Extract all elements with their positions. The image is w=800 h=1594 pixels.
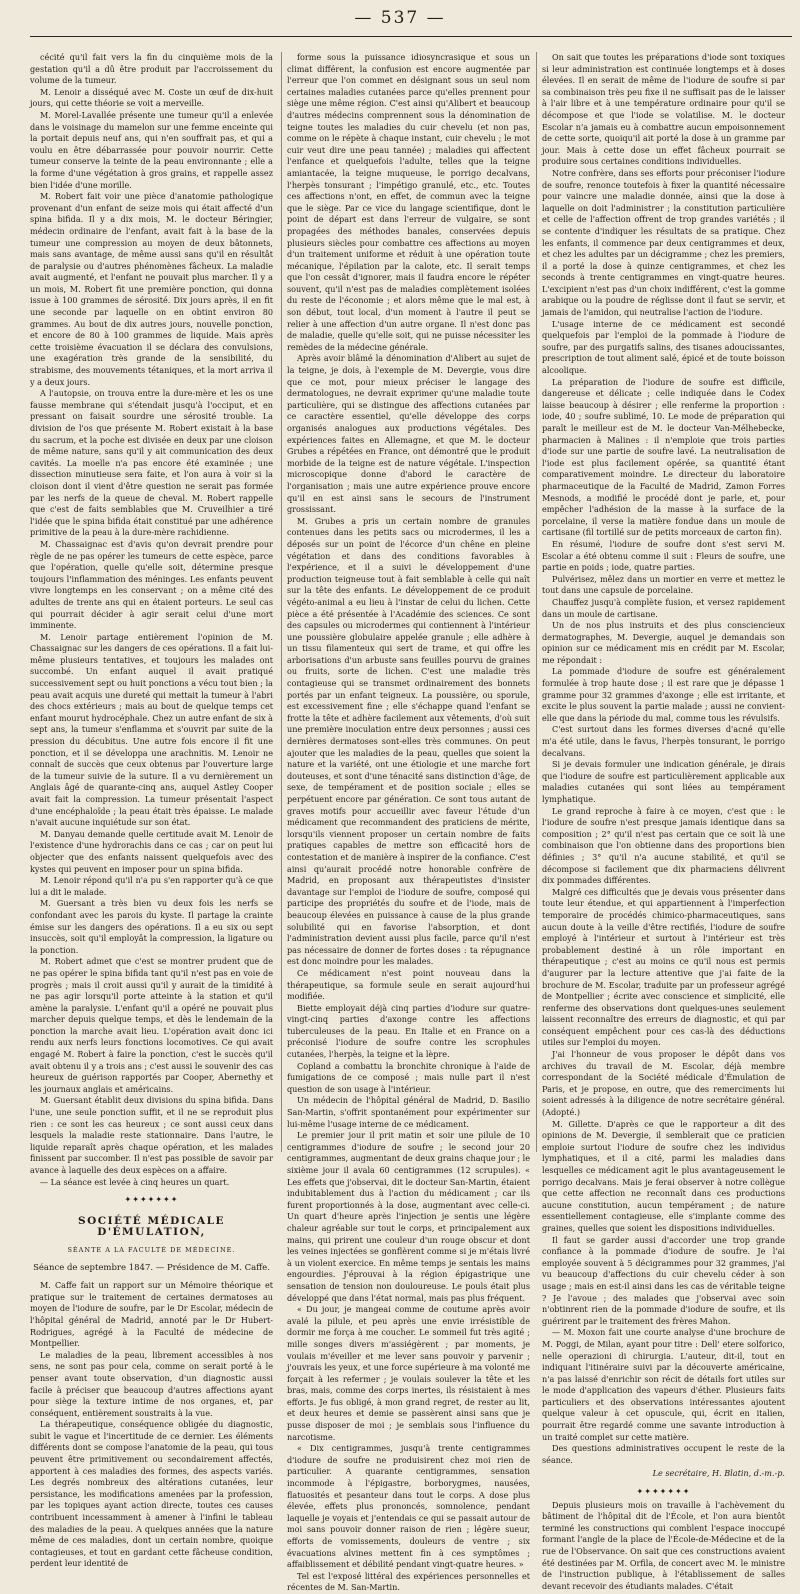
- paragraph: M. Grubes a pris un certain nombre de granules contenues dans les petits sacs ou microdermes, il les a déposés sur un point de l'écorce d'un chêne en pleine végétation et dans des conditions favorables à l'expérience, et il a suivi le développement d'une production teigneuse tout à fait semblable à celle qui naît sur la tête des enfants. Le développement de ce produit végéto-animal a eu lieu à l'instar de celui du lichen. Cette pièce a été présentée à l'Académie des sciences. Ce sont des capsules ou microdermes qui contiennent à l'intérieur une poussière globulaire appelée granule ; elle adhère à un tissu filamenteux qui sert de trame, et qui offre les arborisations d'un arbuste sans feuilles pourvu de graines ou fruits, sorte de lichen. C'est une maladie très contagieuse qui se transmet ordinairement des bonnets portés par un enfant teigneux. La poussière, ou sporule, est excessivement fine ; elle s'échappe quand l'enfant se frotte la tête et adhère facilement aux vêtements, d'où suit une première inoculation entre deux personnes ; aussi ces dernières dermatoses sont-elles très communes. On peut ajouter que les maladies de la peau, quelles que soient la nature et la variété, ont une étiologie et une marche fort douteuses, et sont d'une ténacité sans distinction d'âge, de sexe, de tempérament et de position sociale ; elles se perpétuent encore par génération. Ce sont tous autant de graves motifs pour accueillir avec faveur l'étude d'un médicament que recommandent des praticiens de mérite, lorsqu'ils viennent proposer un certain nombre de faits pratiques capables de mettre son efficacité hors de contestation et de manière à inspirer de la confiance. C'est ainsi qu'aurait procédé notre honorable confrère de Madrid, en proposant aux thérapeutistes d'insister davantage sur l'emploi de l'iodure de soufre, composé qui participe des propriétés du soufre et de l'iode, mais de beaucoup élevées en puissance à cause de la plus grande solubilité qui en favorise l'absorption, et dont l'administration devient aussi plus facile, parce qu'il n'est pas nécessaire de donner de fortes doses : ta répugnance est donc moindre pour les malades.: [287, 515, 530, 967]
- paragraph: M. Lenoir partage entièrement l'opinion de M. Chassaignac sur les dangers de ces opérations. Il a fait lui-même plusieurs tentatives, et toujours les malades ont succombé. Un enfant auquel il avait pratiqué successivement sept ou huit ponctions a vécu tout bien ; la peau avait acquis une dureté qui mettait la tumeur à l'abri des chocs extérieurs ; mais au bout de quelque temps cet enfant mourut hydrocéphale. Chez un autre enfant de six à sept ans, la tumeur s'enflamma et s'ouvrit par suite de la pression du décubitus. Une autre fois encore il fit une ponction, et il se développa une arachnitis. M. Lenoir ne connaît de succès que ceux obtenus par l'ouverture large de la tumeur suivie de la suture. Il a vu dernièrement un Anglais âgé de quarante-cinq ans, auquel Astley Cooper avait fait la compression. La tumeur présentait l'aspect d'une encéphaloïde ; la peau était très épaisse. Le malade n'avait aucune inquiétude sur son état.: [30, 631, 273, 828]
- paragraph: En résumé, l'iodure de soufre dont s'est servi M. Escolar a été obtenu comme il suit : Fleurs de soufre, une partie en poids ; iode, quatre parties.: [542, 538, 785, 573]
- section-subtitle: SÉANTE A LA FACULTÉ DE MÉDECINE.: [67, 1245, 236, 1254]
- column-3-paragraphs: [542, 52, 785, 1466]
- paragraph: « Du jour, je mangeai comme de coutume après avoir avalé la pilule, et peu après une envie irrésistible de dormir me força à me coucher. Le sommeil fut très agité ; mille songes divers m'assiégèrent ; par moments, je voulais m'éveiller et me lever sans pouvoir y parvenir ; j'ouvrais les yeux, et une force supérieure à ma volonté me forçait à les refermer ; je voulais soulever la tête et les bras, mais, comme des corps inertes, ils résistaient à mes efforts. Je fus obligé, à mon grand regret, de rester au lit, et deux heures et demie se passèrent ainsi sans que je pusse disposer de moi ; je semblais sous l'influence du narcotisme.: [287, 1304, 530, 1442]
- paragraph: Copland a combattu la bronchite chronique à l'aide de fumigations de ce composé ; mais nulle part il n'est question de son usage à l'intérieur.: [287, 1060, 530, 1094]
- paragraph: Ce médicament n'est point nouveau dans la thérapeutique, sa formule seule en serait aujourd'hui modifiée.: [287, 967, 530, 1002]
- paragraph: M. Morel-Lavallée présente une tumeur qu'il a enlevée dans le voisinage du mamelon sur une femme enceinte qui la portait depuis neuf ans, qui n'en souffrait pas, et qui a voulu en être débarrassée pour pouvoir nourrir. Cette tumeur conserve la teinte de la peau environnante ; elle a la forme d'une végétation à gros grains, et rappelle assez bien l'idée d'une morille.: [30, 109, 273, 190]
- column-3: [542, 52, 785, 1591]
- paragraph: Malgré ces difficultés que je devais vous présenter dans toute leur étendue, et qui appartiennent à l'imperfection temporaire de procédés chimico-pharmaceutiques, sans aucun doute à la veille d'être rectifiés, l'iodure de soufre employé à l'intérieur et surtout à l'intérieur est très probablement destiné à un rôle important en thérapeutique ; c'est au moins ce qu'il nous est permis d'augurer par la lecture attentive que j'ai faite de la brochure de M. Escolar, traduite par un professeur agrégé de Montpellier ; écrite avec conscience et simplicité, elle renferme des observations dont quelques-unes seulement laissent reconnaître des erreurs de diagnostic, et qui par conséquent empêchent pour ces cas-là des déductions utiles sur l'emploi du moyen.: [542, 886, 785, 1048]
- column-2: [287, 52, 531, 1593]
- paragraph: Un de nos plus instruits et des plus consciencieux dermatographes, M. Devergie, auquel je demandais son opinion sur ce médicament mis en crédit par M. Escolar, me répondait :: [542, 620, 785, 665]
- paragraph: M. Robert fait voir une pièce d'anatomie pathologique provenant d'un enfant de seize mois qui était affecté d'un spina bifida. Il y a dix mois, M. le docteur Béringier, médecin ordinaire de l'enfant, avait fait à la base de la tumeur une compression au moyen de deux bâtonnets, mais sans avantage, de même aussi sans qu'il en résultât de paralysie ou d'autres phénomènes fâcheux. La maladie avait augmenté, et l'enfant ne pouvait plus marcher. Il y a un mois, M. Robert fit une première ponction, qui donna issue à 100 grammes de sérosité. Dix jours après, il en fit une seconde par laquelle on en obtint environ 80 grammes. Au bout de dix autres jours, nouvelle ponction, et encore de 80 à 100 grammes de liquide. Mais après cette troisième évacuation il se déclara des convulsions, une exagération très grande de la sensibilité, du strabisme, des mouvements tétaniques, et la mort arriva il y a deux jours.: [30, 191, 273, 387]
- paragraph: C'est surtout dans les formes diverses d'acné qu'elle m'a été utile, dans le favus, l'herpès tonsurant, le porrigo decalvans.: [542, 724, 785, 758]
- paragraph: Tel est l'exposé littéral des expériences personnelles et récentes de M. San-Martin.: [287, 1570, 530, 1593]
- paragraph: Des questions administratives occupent le reste de la séance.: [542, 1443, 785, 1465]
- closing-paragraph: Depuis plusieurs mois on travaille à l'achèvement du bâtiment de l'hôpital dit de l'École, et l'on aura bientôt terminé les constructions qui comblent l'espace inoccupé formant l'angle de la place de l'École-de-Médecine et de la rue de l'Observance. On sait que ces constructions avaient été destinées par M. Orfila, de concert avec M. le ministre de l'instruction publique, à l'établissement de salles devant recevoir des étudiants malades. C'était: [542, 1499, 785, 1591]
- paragraph: forme sous la puissance idiosyncrasique et sous un climat différent, la confusion est encore augmentée par l'erreur que l'on commet en désignant sous un seul nom certaines maladies cutanées parce qu'elles prennent pour siège une même région. C'est ainsi qu'Alibert et beaucoup d'autres médecins comprennent sous la dénomination de teigne toutes les maladies du cuir chevelu (et non pas, comme on le répète à chaque instant, cuir chevelu ; le mot cuir veut dire une peau tannée) ; maladies qui affectent l'enfance et quelquefois l'adulte, telles que la teigne amiantacée, la teigne muqueuse, le porrigo decalvans, l'herpès tonsurant ; l'impétigo granulé, etc., etc. Toutes ces affections n'ont, en effet, de commun avec la teigne que le siège. Par ce vice du langage scientifique, dont le point de départ est dans l'erreur de vulgaire, se sont propagées des méthodes banales, conservées depuis plusieurs siècles pour combattre ces affections au moyen d'un traitement uniforme et réduit à une opération toute mécanique, l'épilation par la calote, etc. Il serait temps que l'on cessât d'ignorer, mais il faudra encore le répéter souvent, qu'il n'est pas de maladies complètement isolées du reste de l'économie ; et alors même que le mal est, à son début, tout local, d'un moment à l'autre il peut se relier à une affection d'un autre organe. Il n'est donc pas de maladie, quelle qu'elle soit, qui ne puisse nécessiter les remèdes de la médecine générale.: [287, 52, 530, 352]
- paragraph: Le maladies de la peau, librement accessibles à nos sens, ne sont pas pour cela, comme on serait porté à le penser avant toute observation, d'un diagnostic aussi facile à préciser que beaucoup d'autres affections ayant pour siège la texture intime de nos organes, et, par conséquent, entièrement soustraits à la vue.: [30, 1349, 273, 1418]
- paragraph: « Dix centigrammes, jusqu'à trente centigrammes d'iodure de soufre ne produisirent chez moi rien de particulier. A quarante centigrammes, sensation incommode à l'épigastre, borborygmes, nausées, flatuosités et pesanteur dans tout le corps. A dose plus élevée, effets plus prononcés, somnolence, pendant laquelle je voyais et j'entendais ce qui se passait autour de moi sans pouvoir donner raison de rien ; légère sueur, efforts de vomissements, douleurs de ventre ; six évacuations alvines mettent fin à ces symptômes ; affaiblissement et débilité pendant vingt-quatre heures. »: [287, 1443, 530, 1570]
- paragraph: Un médecin de l'hôpital général de Madrid, D. Basilio San-Martin, s'offrit spontanément pour expérimenter sur lui-même l'usage interne de ce médicament.: [287, 1095, 530, 1129]
- column-divider: [281, 52, 282, 1152]
- paragraph: La thérapeutique, conséquence obligée du diagnostic, subit le vague et l'incertitude de ce dernier. Les éléments différents dont se compose l'anatomie de la peau, qui tous peuvent être primitivement ou secondairement affectés, apportent à ces maladies des formes, des aspects variés. Les degrés nombreux des altérations cutanées, leur persistance, les modifications amenées par la profession, par les topiques ayant action directe, toutes ces causes contribuent incessamment à amener à l'infini le tableau des maladies de la peau. A quelques années que la nature même de ces maladies, dont un certain nombre, quoique contagieuses, et tout en gardant cette fâcheuse condition, perdent leur identité de: [30, 1419, 273, 1569]
- paragraph: Le grand reproche à faire à ce moyen, c'est que : le l'iodure de soufre n'est presque jamais identique dans sa composition ; 2° qu'il n'est pas certain que ce soit là une combinaison que l'on obtienne dans des proportions bien définies ; 3° qu'il n'a aucune stabilité, et qu'il se décompose si facilement que dix pharmaciens délivrent dix pommades différentes.: [542, 805, 785, 886]
- ornament-divider-2: ✦✦✦✦✦✦✦: [636, 1487, 691, 1497]
- secretary-signature: Le secrétaire, H. Blatin, d.-m.-p.: [652, 1468, 785, 1479]
- paragraph: J'ai l'honneur de vous proposer le dépôt dans vos archives du travail de M. Escolar, déjà membre correspondant de la Société médicale d'Émulation de Paris, et je propose, en outre, que des remerciments lui soient adressés à la diligence de notre secrétaire général. (Adopté.): [542, 1049, 785, 1118]
- paragraph: Après avoir blâmé la dénomination d'Alibert au sujet de la teigne, je dois, à l'exemple de M. Devergie, vous dire que ce mot, pour mieux préciser le langage des dermatologues, ne devrait exprimer qu'une maladie toute particulière, qui se distingue des affections cutanées par ce caractère essentiel, qu'elle développe des corps organisés analogues aux productions végétales. Des expériences faites en Allemagne, et que M. le docteur Grubes a répétées en France, ont démontré que le produit morbide de la teigne est de nature végétale. L'inspection microscopique donne d'abord le caractère de l'organisation ; mais une autre expérience prouve encore qu'il en est ainsi sans le secours de l'instrument grossissant.: [287, 353, 530, 515]
- paragraph: M. Gillette. D'après ce que le rapporteur a dit des opinions de M. Devergie, il semblerait que ce praticien emploie surtout l'iodure de soufre chez les individus lymphatiques, et il a cité, parmi les maladies dans lesquelles ce médicament agit le plus avantageusement le porrigo decalvans. Mais je ferai observer à notre collègue que cette affection ne reconnaît dans ces productions aucune constitution, aucun tempérament ; de nature essentiellement contagieuse, elle s'implante comme des graines, quelles que soient les dispositions individuelles.: [542, 1118, 785, 1233]
- paragraph: Il faut se garder aussi d'accorder une trop grande confiance à la pommade d'iodure de soufre. Je l'ai employée souvent à 5 décigrammes pour 32 grammes, j'ai vu beaucoup d'affections du cuir chevelu céder à son usage ; mais en est-il ainsi dans les cas de véritable teigne ? Je l'avoue ; des malades que j'observai avec soin n'obtinrent rien de la pommade d'iodure de soufre, et ils guérirent par le traitement des frères Mahon.: [542, 1234, 785, 1326]
- paragraph: Le premier jour il prit matin et soir une pilule de 10 centigrammes d'iodure de soufre ; le second jour 20 centigrammes, augmentant de deux grains chaque jour ; le sixième jour il avala 60 centigrammes (12 scrupules). « Les effets que j'observai, dit le docteur San-Martin, étaient indubitablement dus à l'action du médicament ; car ils furent proportionnés à la dose, augmentant avec celle-ci. Un quart d'heure après l'injection je sentis une légère chaleur agréable sur tout le corps, et principalement aux mains, qui prirent une couleur d'un rouge obscur et dont les veines injectées se gonflèrent comme si je m'étais livré à un violent exercice. En même temps je sentais les mains engourdies. J'éprouvai à la région épigastrique une sensation de tension non douloureuse. Le pouls était plus développé que dans l'état normal, mais pas plus fréquent.: [287, 1130, 531, 1303]
- column-1-paragraphs-2: [30, 1280, 273, 1570]
- paragraph: La pommade d'iodure de soufre est généralement formulée à trop haute dose ; il est rare que je dépasse 1 gramme pour 32 grammes d'axonge ; elle est irritante, et excite le plus souvent la partie malade ; aussi ne convient-elle que dans la période du mal, comme tous les révulsifs.: [542, 666, 785, 723]
- paragraph: Pulvérisez, mêlez dans un mortier en verre et mettez le tout dans une capsule de porcelaine.: [542, 573, 785, 596]
- paragraph: La préparation de l'iodure de soufre est difficile, dangereuse et délicate ; celle indiquée dans le Codex laisse beaucoup à désirer ; elle renferme la proportion : iode, 40 ; soufre sublimé, 10. Le mode de préparation qui paraît le meilleur est de M. le docteur Van-Mélhebecke, pharmacien à Malines : il n'emploie que trois parties d'iode sur une partie de soufre lavé. La neutralisation de l'iode est plus facilement opérée, sa quantité étant comparativement moindre. Le directeur du laboratoire pharmaceutique de la Faculté de Madrid, Zamon Forres Mesnods, a modifié le procédé dont je parle, et, pour empêcher l'adhésion de la masse à la surface de la porcelaine, il verse la matière fondue dans un moule de cartisane (fil tortillé sur de petits morceaux de carton fin).: [542, 376, 785, 538]
- paragraph: M. Lenoir répond qu'il n'a pu s'en rapporter qu'à ce que lui a dit le malade.: [30, 875, 273, 897]
- paragraph: A l'autopsie, on trouva entre la dure-mère et les os une fausse membrane qui s'étendait jusqu'à l'occiput, et en pressant on faisait sourdre une sérosité trouble. La division de l'os que présente M. Robert existait à la base du sacrum, et la poche est divisée en deux par une cloison de même nature, sans qu'il y ait communication des deux cavités. La moelle n'a pas encore été examinée ; une dissection minutieuse sera faite, et l'on aura à voir si la cloison dont il vient d'être question ne serait pas formée par les nerfs de la queue de cheval. M. Robert rappelle que c'est de faits semblables que M. Cruveilhier a tiré l'idée que le spina bifida était constitué par une adhérence primitive de la peau à la dure-mère rachidienne.: [30, 388, 273, 538]
- paragraph: cécité qu'il fait vers la fin du cinquième mois de la gestation qu'il a dû être produit par l'accroissement du volume de la tumeur.: [30, 52, 273, 86]
- paragraph: Notre confrère, dans ses efforts pour préconiser l'iodure de soufre, renonce toutefois à fixer la quantité nécessaire pour vaincre une maladie donnée, ainsi que la dose à laquelle on doit l'administrer ; la constitution particulière et celle de l'affection offrent de trop grandes variétés ; il se contente d'indiquer les résultats de sa pratique. Chez les enfants, il commence par deux centigrammes et deux, et chez les adultes par un décigramme ; chez les premiers, il a porté la dose à quinze centigrammes, et chez les seconds à trente centigrammes en vingt-quatre heures. L'excipient n'est pas d'un choix indifférent, c'est la gomme arabique ou la poudre de réglisse dont il faut se servir, et jamais de l'amidon, qui neutralise l'action de l'iodure.: [542, 167, 785, 318]
- paragraph: M. Guersant établit deux divisions du spina bifida. Dans l'une, une seule ponction suffit, et il ne se reproduit plus rien : ce sont les cas heureux ; ce sont aussi ceux dans lesquels la maladie reste stationnaire. Dans l'autre, le liquide reparaît après chaque opération, et les malades finissent par succomber. Il n'est pas possible de savoir par avance à laquelle des deux espèces on a affaire.: [30, 1095, 273, 1175]
- paragraph: Si je devais formuler une indication générale, je dirais que l'iodure de soufre est particulièrement applicable aux maladies cutanées qui sont liées au tempérament lymphatique.: [542, 759, 785, 804]
- column-2-paragraphs: [287, 52, 530, 1594]
- paragraph: M. Guersant a très bien vu deux fois les nerfs se confondant avec les parois du kyste. Il partage la crainte émise sur les dangers des opérations. Il a eu six ou sept insuccès, soit qu'il employât la compression, la ligature ou la ponction.: [30, 898, 273, 955]
- paragraph: M. Lenoir a disséqué avec M. Coste un œuf de dix-huit jours, qui cette théorie se voit a merveille.: [30, 86, 273, 109]
- paragraph: M. Caffe fait un rapport sur un Mémoire théorique et pratique sur le traitement de certaines dermatoses au moyen de l'iodure de soufre, par le Dr Escolar, médecin de l'hôpital général de Madrid, annoté par le Dr Hubert-Rodrigues, agrégé à la Faculté de médecine de Montpellier.: [30, 1280, 273, 1349]
- top-rule: [30, 36, 792, 37]
- paragraph: M. Danyau demande quelle certitude avait M. Lenoir de l'existence d'une hydrorachis dans ce cas ; car on peut lui objecter que des enfants naissent quelquefois avec des kystes qui peuvent en imposer pour un spina bifida.: [30, 828, 273, 874]
- paragraph: Biette employait déjà cinq parties d'iodure sur quatre-vingt-cinq parties d'axonge contre les affections tuberculeuses de la peau. En Italie et en France on a préconisé l'iodure de soufre contre les scrophules cutanées, l'herpès, la teigne et la lèpre.: [287, 1002, 530, 1060]
- column-divider: [536, 52, 537, 1152]
- column-1-paragraphs: [30, 52, 273, 1188]
- paragraph: M. Chassaignac est d'avis qu'on devrait prendre pour règle de ne pas opérer les tumeurs de cette espèce, parce que l'opération, quelle qu'elle soit, détermine presque toujours l'inflammation des méninges. Les enfants peuvent vivre longtemps en les conservant ; on a même cité des adultes de trente ans qui en étaient porteurs. Le seul cas qui pourrait décider à agir serait celui d'une mort imminente.: [30, 538, 273, 631]
- paragraph: — M. Moxon fait une courte analyse d'une brochure de M. Poggi, de Milan, ayant pour titre : Dell' etere solforico, nelle operazioni di chirurgia. L'auteur, dit-il, tout en indiquant l'itinéraire suivi par la découverte américaine, n'a pas laissé d'enrichir son récit de détails fort utiles sur le mode d'application des vapeurs d'éther. Plusieurs faits particuliers et des observations intéressantes ajoutent quelque valeur à cet opuscule, qui, écrit en italien, pourrait être regardé comme une savante introduction à un traité complet sur cette matière.: [542, 1327, 785, 1442]
- column-1: [30, 52, 273, 1569]
- paragraph: L'usage interne de ce médicament est secondé quelquefois par l'emploi de la pommade à l'iodure de soufre, par des purgatifs salins, des tisanes adoucissantes, prescription de tout aliment salé, épicé et de toute boisson alcoolique.: [542, 318, 785, 376]
- page-number: — 537 —: [354, 8, 446, 28]
- paragraph: On sait que toutes les préparations d'iode sont toxiques si leur administration est continuée longtemps et à doses élevées. Il en serait de même de l'iodure de soufre si par sa combinaison très peu fixe il ne suffisait pas de le laisser à l'air libre et à une température ordinaire pour qu'il se décompose et que l'iode se volatilise. M. le docteur Escolar n'a jamais eu à combattre aucun empoisonnement de cette sorte, quoiqu'il ait porté la dose à un gramme par jour. Mais à cette dose un effet fâcheux pourrait se produire sous certaines conditions individuelles.: [542, 52, 785, 167]
- paragraph: M. Robert admet que c'est se montrer prudent que de ne pas opérer le spina bifida tant qu'il n'est pas en voie de progrès ; mais il croit aussi qu'il y aurait de la timidité à ne pas agir lorsqu'il porte atteinte à la station et qu'il amène la paralysie. L'enfant qu'il a opéré ne pouvait plus marcher depuis quelque temps, et dès le lendemain de la ponction la marche avait lieu. L'opération avait donc ici rendu aux nerfs leurs fonctions locomotives. Ce qui avait engagé M. Robert à faire la ponction, c'est le succès qu'il avait obtenu il y a trois ans ; c'est aussi le souvenir des cas heureux de guérison rapportés par Cooper, Abernethy et les journaux anglais et américains.: [30, 956, 273, 1094]
- section-title: SOCIÉTÉ MÉDICALE D'ÉMULATION,: [77, 1214, 225, 1239]
- paragraph: Chauffez jusqu'à complète fusion, et versez rapidement dans un moule de cartisane.: [542, 596, 785, 619]
- seance-heading: Séance de septembre 1847. — Présidence de M. Caffe.: [33, 1262, 270, 1273]
- paragraph: — La séance est levée à cinq heures un quart.: [40, 1176, 230, 1187]
- ornament-divider: ✦✦✦✦✦✦✦: [124, 1195, 179, 1205]
